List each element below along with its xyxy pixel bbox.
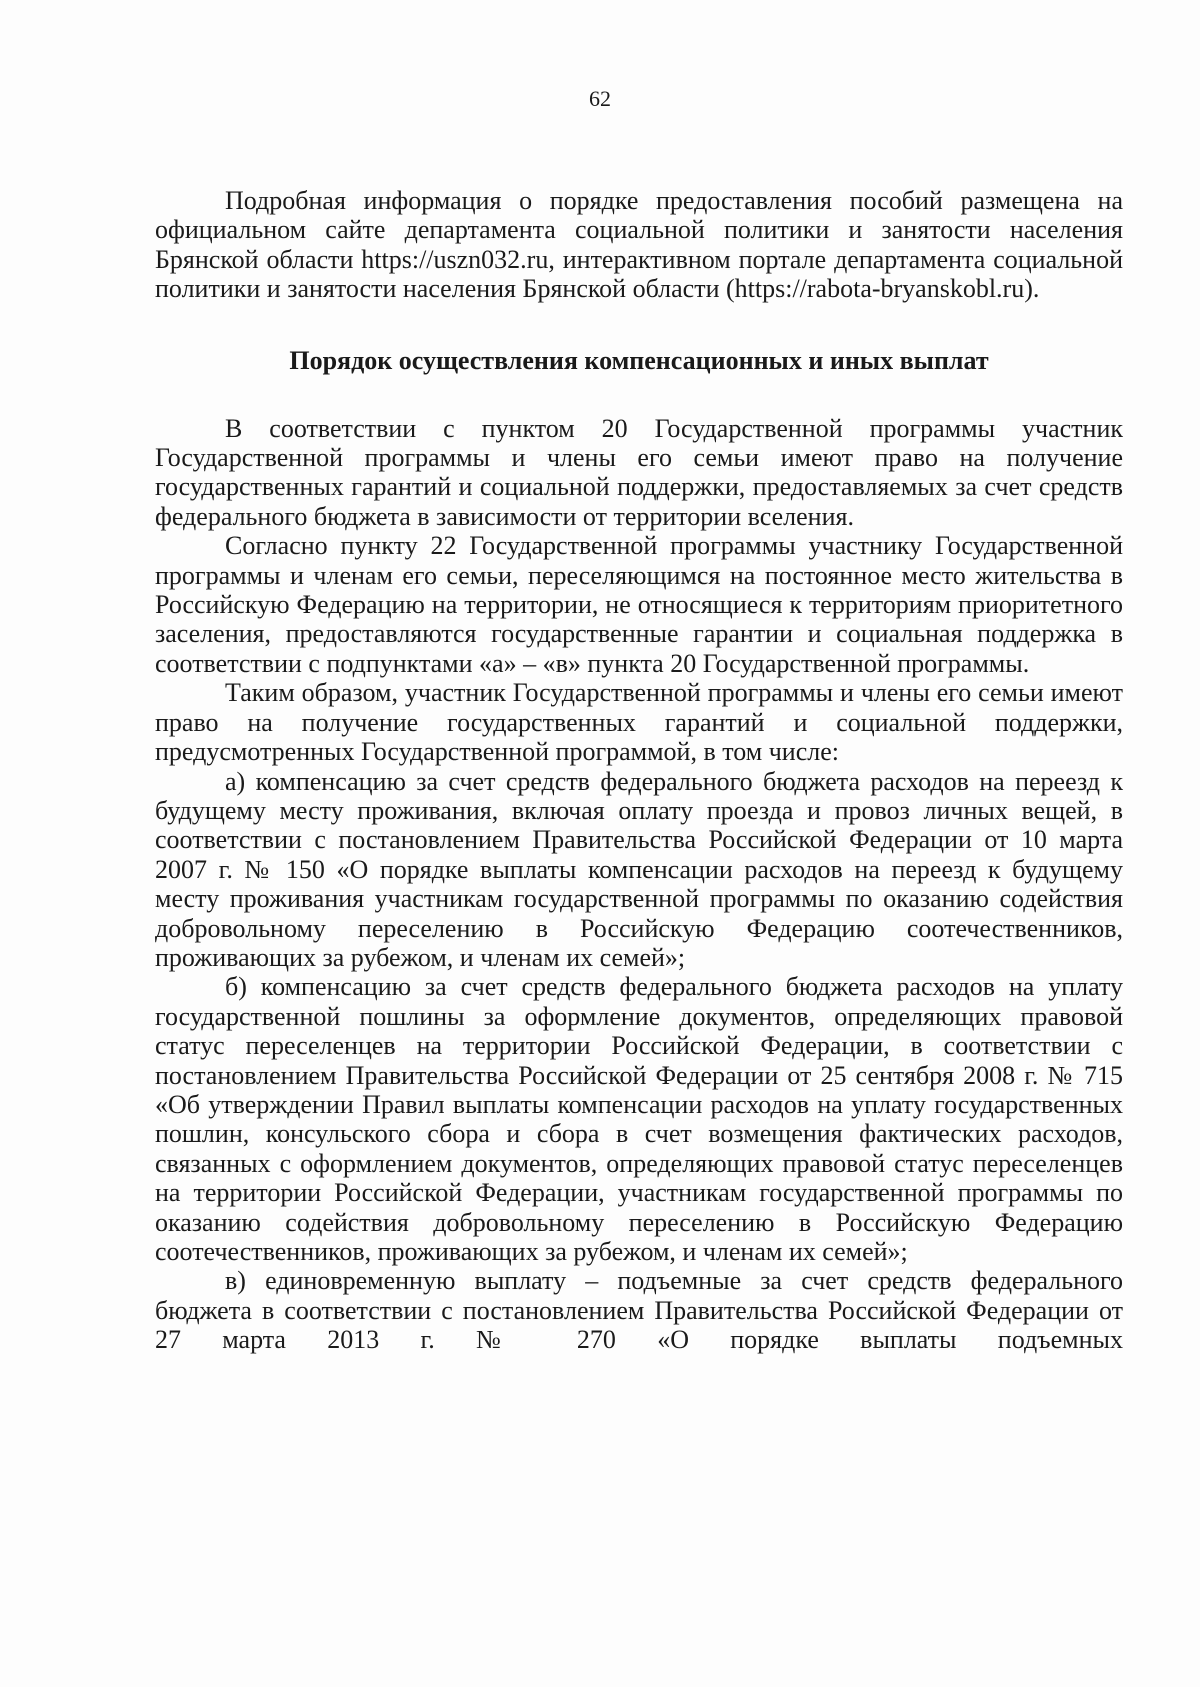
paragraph-point-20: В соответствии с пунктом 20 Государственной программы участник Государственной программы и члены его семьи имеют право на получение государственных гарантий и социальной поддержки, предоставляемых за счет средств федерального бюджета в зависимости от территории вселения. bbox=[155, 413, 1123, 531]
list-item-a: а) компенсацию за счет средств федерального бюджета расходов на переезд к будущему месту проживания, включая оплату проезда и провоз личных вещей, в соответствии с постановлением Правительства Российской Федерации от 10 марта 2007 г. № 150 «О порядке выплаты компенсации расходов на переезд к будущему месту проживания участникам государственной программы по оказанию содействия добровольному переселению в Российскую Федерацию соотечественников, проживающих за рубежом, и членам их семей»; bbox=[155, 766, 1123, 972]
paragraph-summary: Таким образом, участник Государственной программы и члены его семьи имеют право на получение государственных гарантий и социальной поддержки, предусмотренных Государственной программой, в том числе: bbox=[155, 678, 1123, 767]
list-item-v: в) единовременную выплату – подъемные за счет средств федерального бюджета в соответствии с постановлением Правительства Российской Федерации от 27 марта 2013 г. № 270 «О порядке выплаты подъемных bbox=[155, 1266, 1123, 1355]
paragraph-point-22: Согласно пункту 22 Государственной программы участнику Государственной программы и членам его семьи, переселяющимся на постоянное место жительства в Российскую Федерацию на территории, не относящиеся к территориям приоритетного заселения, предоставляются государственные гарантии и социальная поддержка в соответствии с подпунктами «а» – «в» пункта 20 Государственной программы. bbox=[155, 531, 1123, 678]
section-title: Порядок осуществления компенсационных и иных выплат bbox=[289, 345, 989, 375]
document-body bbox=[155, 186, 1123, 1355]
intro-paragraph: Подробная информация о порядке предоставления пособий размещена на официальном сайте департамента социальной политики и занятости населения Брянской области https://uszn032.ru, интерактивном портале департамента социальной политики и занятости населения Брянской области (https://rabota-bryanskobl.ru). bbox=[155, 186, 1123, 304]
page-number: 62 bbox=[589, 86, 611, 111]
list-item-b: б) компенсацию за счет средств федерального бюджета расходов на уплату государственной пошлины за оформление документов, определяющих правовой статус переселенцев на территории Российской Федерации, в соответствии с постановлением Правительства Российской Федерации от 25 сентября 2008 г. № 715 «Об утверждении Правил выплаты компенсации расходов на уплату государственных пошлин, консульского сбора и сбора в счет возмещения фактических расходов, связанных с оформлением документов, определяющих правовой статус переселенцев на территории Российской Федерации, участникам государственной программы по оказанию содействия добровольному переселению в Российскую Федерацию соотечественников, проживающих за рубежом, и членам их семей»; bbox=[155, 972, 1123, 1266]
